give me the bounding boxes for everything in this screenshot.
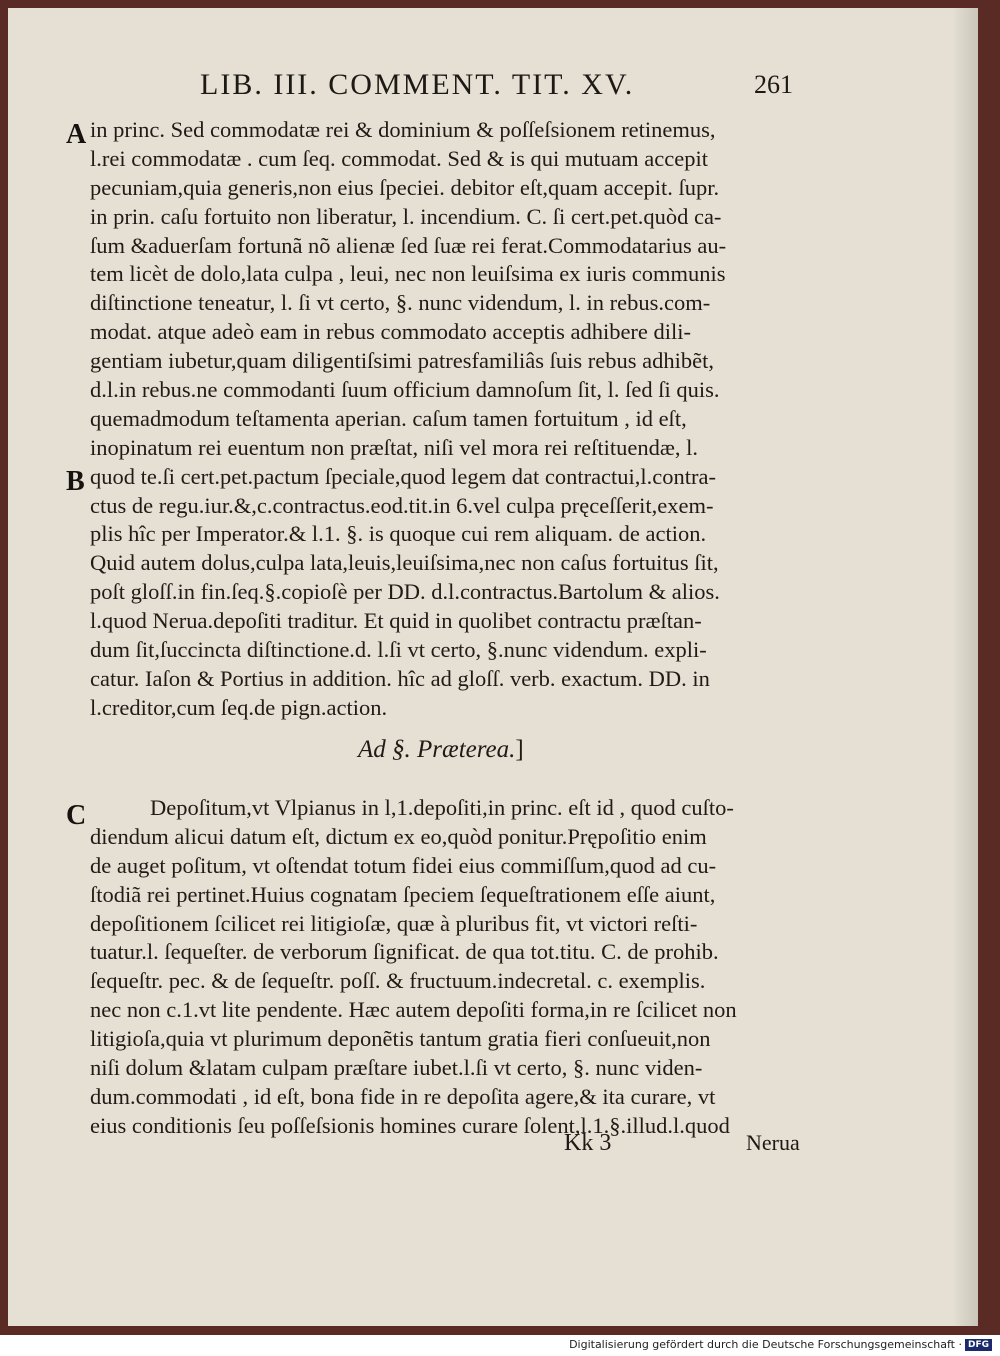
text-line: depoſitionem ſcilicet rei litigioſæ, quæ à pluribus fit, vt victori reſti- [90,910,698,936]
section-heading-bracket: ] [515,736,524,763]
text-line: d.l.in rebus.ne commodanti ſuum officium damnoſum ſit, l. ſed ſi quis. [90,377,720,403]
margin-letter-b: B [66,466,85,497]
margin-letter-c: C [66,800,87,831]
text-line: niſi dolum &latam culpam præſtare iubet.l.ſi vt certo, §. nunc viden- [90,1055,703,1081]
dfg-logo-icon: DFG [965,1339,992,1351]
text-line: litigioſa,quia vt plurimum deponẽtis tantum gratia fieri conſueuit,non [90,1026,711,1052]
text-line: tuatur.l. ſequeſter. de verborum ſignificat. de qua tot.titu. C. de prohib. [90,939,719,965]
running-head: LIB. III. COMMENT. TIT. XV. [200,68,635,101]
section-heading-text: Ad §. Præterea. [358,736,516,763]
text-line: de auget poſitum, vt oſtendat totum fidei eius commiſſum,quod ad cu- [90,852,717,878]
text-line: Quid autem dolus,culpa lata,leuis,leuiſsima,nec non caſus fortuitus ſit, [90,550,719,576]
margin-letter-a: A [66,119,87,150]
text-line: tem licèt de dolo,lata culpa , leui, nec non leuiſsima ex iuris communis [90,261,726,287]
text-line: ſum &aduerſam fortunã nõ alienæ ſed ſuæ rei ferat.Commodatarius au- [90,232,727,258]
text-line: in princ. Sed commodatæ rei & dominium & poſſeſsionem retinemus, [90,117,716,142]
text-line: diſtinctione teneatur, l. ſi vt certo, §. nunc videndum, l. in rebus.com- [90,290,711,316]
section-heading [358,736,524,764]
text-line: l.quod Nerua.depoſiti traditur. Et quid in quolibet contractu præſtan- [90,608,702,634]
commentary-section-1 [90,116,812,723]
commentary-section-2 [90,794,812,1141]
text-line: dum ſit,ſuccincta diſtinctione.d. l.ſi vt certo, §.nunc videndum. expli- [90,637,707,663]
text-line: ſequeſtr. pec. & de ſequeſtr. poſſ. & fructuum.indecretal. c. exemplis. [90,968,706,994]
text-line: modat. atque adeò eam in rebus commodato acceptis adhibere dili- [90,319,692,345]
text-line: in prin. caſu fortuito non liberatur, l. incendium. C. ſi cert.pet.quòd ca- [90,203,722,229]
text-line: catur. Iaſon & Portius in addition. hîc ad gloſſ. verb. exactum. DD. in [90,665,710,691]
page-number: 261 [754,70,793,99]
text-line: plis hîc per Imperator.& l.1. §. is quoque cui rem aliquam. de action. [90,521,707,547]
text-line: ſtodiã rei pertinet.Huius cognatam ſpeciem ſequeſtrationem eſſe aiunt, [90,881,716,907]
text-line: quod te.ſi cert.pet.pactum ſpeciale,quod legem dat contractui,l.contra- [90,463,717,489]
text-line-content: Depoſitum,vt Vlpianus in l,1.depoſiti,in princ. eſt id , quod cuſto- [150,795,734,820]
credit-text: Digitalisierung gefördert durch die Deutsche Forschungsgemeinschaft · [569,1338,962,1351]
catchword: Nerua [746,1130,800,1155]
text-line: l.rei commodatæ . cum ſeq. commodat. Sed & is qui mutuam accepit [90,145,708,171]
text-line: diendum alicui datum eſt, dictum ex eo,quòd ponitur.Prępoſitio enim [90,823,707,849]
text-line: gentiam iubetur,quam diligentiſsimi patresfamiliâs ſuis rebus adhibẽt, [90,348,714,374]
signature-mark: Kk 3 [564,1130,612,1156]
text-line: dum.commodati , id eſt, bona fide in re depoſita agere,& ita curare, vt [90,1083,716,1109]
text-line: quemadmodum teſtamenta aperian. caſum tamen fortuitum , id eſt, [90,405,687,431]
text-line: nec non c.1.vt lite pendente. Hæc autem depoſiti forma,in re ſcilicet non [90,997,737,1023]
text-line: ctus de regu.iur.&,c.contractus.eod.tit.in 6.vel culpa pręceſſerit,exem- [90,492,714,518]
text-line: l.creditor,cum ſeq.de pign.action. [90,694,388,720]
digitization-credit [569,1338,992,1351]
book-page [8,8,978,1326]
text-line: inopinatum rei euentum non præſtat, niſi vel mora rei reſtituendæ, l. [90,434,698,460]
text-line [90,794,812,823]
text-line: poſt gloſſ.in fin.ſeq.§.copioſè per DD. d.l.contractus.Bartolum & alios. [90,579,720,605]
text-line: pecuniam,quia generis,non eius ſpeciei. debitor eſt,quam accepit. ſupr. [90,174,720,200]
text-line: eius conditionis ſeu poſſeſsionis homines curare ſolent,l.1.§.illud.l.quod [90,1112,730,1138]
